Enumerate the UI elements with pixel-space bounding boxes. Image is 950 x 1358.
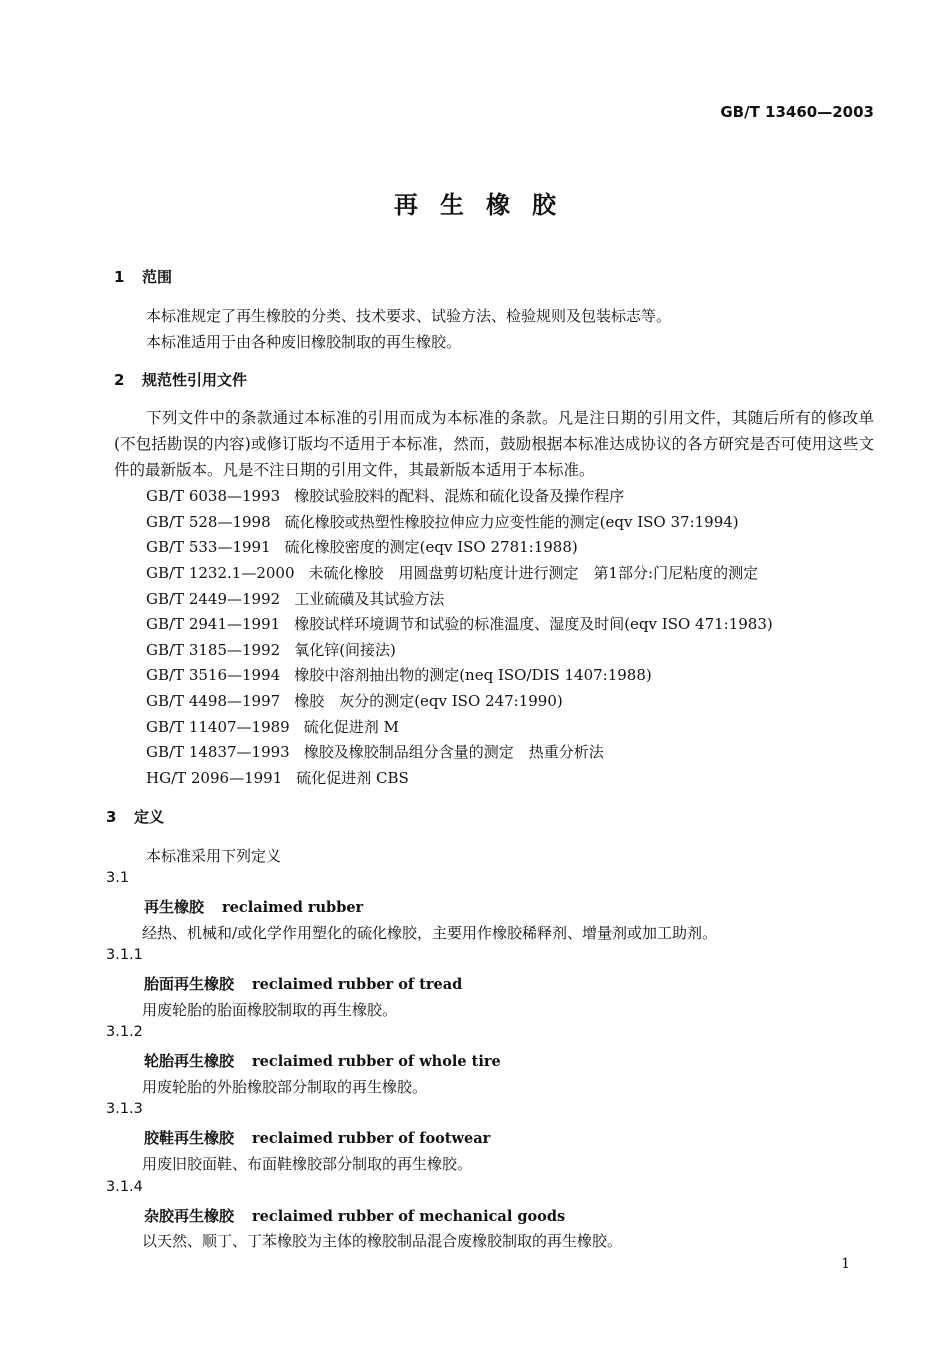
section-2-heading — [114, 369, 247, 390]
reference-code: GB/T 2449—1992 — [146, 590, 281, 608]
term-entry — [144, 1050, 501, 1071]
reference-title: 硫化橡胶或热塑性橡胶拉伸应力应变性能的测定(eqv ISO 37:1994) — [284, 513, 739, 531]
reference-title: 未硫化橡胶 用圆盘剪切粘度计进行测定 第1部分:门尼粘度的测定 — [308, 564, 759, 582]
term-english: reclaimed rubber of mechanical goods — [252, 1208, 566, 1225]
reference-item — [146, 690, 563, 711]
term-number: 3.1 — [106, 870, 130, 886]
term-number: 3.1.1 — [106, 947, 143, 963]
reference-code: GB/T 528—1998 — [146, 513, 271, 531]
reference-code: GB/T 2941—1991 — [146, 615, 281, 633]
term-definition: 经热、机械和/或化学作用塑化的硫化橡胶，主要用作橡胶稀释剂、增量剂或加工助剂。 — [142, 924, 718, 942]
reference-title: 氧化锌(间接法) — [294, 641, 396, 659]
reference-item — [146, 741, 604, 762]
reference-item — [146, 588, 444, 609]
reference-title: 橡胶中溶剂抽出物的测定(neq ISO/DIS 1407:1988) — [294, 666, 652, 684]
term-number: 3.1.3 — [106, 1101, 143, 1117]
reference-title: 橡胶试验胶料的配料、混炼和硫化设备及操作程序 — [294, 487, 625, 505]
scope-paragraph: 本标准适用于由各种废旧橡胶制取的再生橡胶。 — [146, 333, 462, 351]
term-chinese: 杂胶再生橡胶 — [144, 1207, 235, 1225]
reference-code: HG/T 2096—1991 — [146, 769, 283, 787]
reference-title: 硫化橡胶密度的测定(eqv ISO 2781:1988) — [284, 538, 578, 556]
term-definition: 以天然、顺丁、丁苯橡胶为主体的橡胶制品混合废橡胶制取的再生橡胶。 — [142, 1232, 623, 1250]
reference-item — [146, 716, 399, 737]
term-number: 3.1.4 — [106, 1179, 143, 1195]
definitions-intro: 本标准采用下列定义 — [146, 847, 282, 865]
reference-title: 工业硫磺及其试验方法 — [294, 590, 445, 608]
reference-code: GB/T 3185—1992 — [146, 641, 281, 659]
section-title: 规范性引用文件 — [142, 371, 248, 389]
term-english: reclaimed rubber — [222, 899, 364, 916]
reference-code: GB/T 6038—1993 — [146, 487, 281, 505]
page-number: 1 — [841, 1256, 850, 1272]
reference-item — [146, 664, 652, 685]
section-title: 定义 — [134, 808, 165, 826]
section-number: 3 — [106, 808, 117, 826]
reference-code: GB/T 14837—1993 — [146, 743, 290, 761]
term-definition: 用废旧胶面鞋、布面鞋橡胶部分制取的再生橡胶。 — [142, 1155, 473, 1173]
term-english: reclaimed rubber of whole tire — [252, 1053, 501, 1070]
term-english: reclaimed rubber of tread — [252, 976, 463, 993]
reference-code: GB/T 533—1991 — [146, 538, 271, 556]
reference-code: GB/T 4498—1997 — [146, 692, 281, 710]
reference-title: 橡胶 灰分的测定(eqv ISO 247:1990) — [294, 692, 563, 710]
reference-item — [146, 511, 739, 532]
reference-title: 硫化促进剂 M — [303, 718, 399, 736]
term-chinese: 胎面再生橡胶 — [144, 975, 235, 993]
section-3-heading — [106, 806, 164, 827]
term-entry — [144, 973, 462, 994]
standard-number: GB/T 13460—2003 — [720, 103, 874, 121]
section-number: 1 — [114, 268, 125, 286]
reference-title: 橡胶及橡胶制品组分含量的测定 热重分析法 — [303, 743, 604, 761]
section-1-heading — [114, 266, 172, 287]
term-entry — [144, 1127, 490, 1148]
normative-references-intro: 下列文件中的条款通过本标准的引用而成为本标准的条款。凡是注日期的引用文件，其随后所有的修改单(不包括勘误的内容)或修订版均不适用于本标准，然而，鼓励根据本标准达成协议的各方研究是否可使用这些文件的最新版本。凡是不注日期的引用文件，其最新版本适用于本标准。 — [114, 409, 874, 479]
reference-item — [146, 613, 773, 634]
reference-item — [146, 767, 409, 788]
term-chinese: 轮胎再生橡胶 — [144, 1052, 235, 1070]
document-title: 再生橡胶 — [394, 191, 578, 219]
reference-title: 硫化促进剂 CBS — [296, 769, 409, 787]
term-definition: 用废轮胎的外胎橡胶部分制取的再生橡胶。 — [142, 1078, 428, 1096]
term-number: 3.1.2 — [106, 1024, 143, 1040]
reference-title: 橡胶试样环境调节和试验的标准温度、湿度及时间(eqv ISO 471:1983) — [294, 615, 773, 633]
reference-item — [146, 562, 758, 583]
term-chinese: 胶鞋再生橡胶 — [144, 1129, 235, 1147]
reference-item — [146, 536, 578, 557]
term-english: reclaimed rubber of footwear — [252, 1130, 491, 1147]
reference-code: GB/T 11407—1989 — [146, 718, 290, 736]
section-number: 2 — [114, 371, 125, 389]
section-title: 范围 — [142, 268, 173, 286]
term-entry — [144, 1205, 565, 1226]
reference-item — [146, 639, 396, 660]
term-chinese: 再生橡胶 — [144, 898, 205, 916]
term-entry — [144, 896, 363, 917]
term-definition: 用废轮胎的胎面橡胶制取的再生橡胶。 — [142, 1001, 398, 1019]
reference-code: GB/T 3516—1994 — [146, 666, 281, 684]
reference-item — [146, 485, 624, 506]
scope-paragraph: 本标准规定了再生橡胶的分类、技术要求、试验方法、检验规则及包装标志等。 — [146, 307, 672, 325]
reference-code: GB/T 1232.1—2000 — [146, 564, 295, 582]
